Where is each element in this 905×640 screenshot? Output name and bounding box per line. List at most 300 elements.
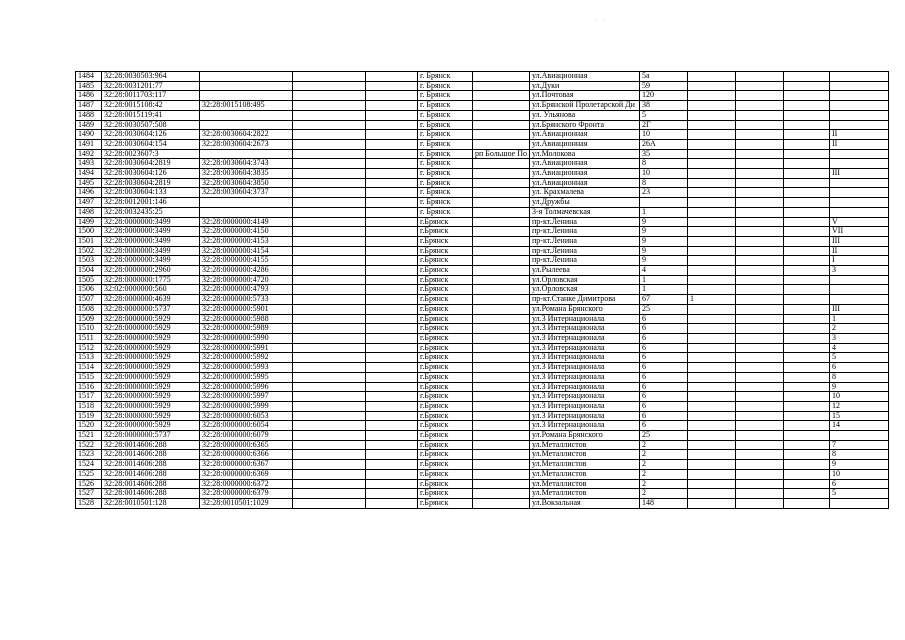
col-11-cell xyxy=(736,285,784,295)
building-cell xyxy=(688,72,736,82)
settlement-cell xyxy=(473,382,530,392)
house-number-cell: 9 xyxy=(640,227,688,237)
building-cell xyxy=(688,236,736,246)
street-cell: ул.Авиационная xyxy=(530,159,640,169)
row-number-cell: 1514 xyxy=(76,363,102,373)
object-cadastral-number-cell: 32:28:0015108:495 xyxy=(200,101,293,111)
table-row xyxy=(76,460,889,470)
object-cadastral-number-cell: 32:28:0000000:5990 xyxy=(200,333,293,343)
col-4-cell xyxy=(293,120,366,130)
row-number-cell: 1528 xyxy=(76,498,102,508)
cadastral-number-cell: 32:28:0000000:5929 xyxy=(102,343,200,353)
premises-cell: 12 xyxy=(830,401,889,411)
col-11-cell xyxy=(736,178,784,188)
table-row xyxy=(76,324,889,334)
col-5-cell xyxy=(366,178,418,188)
city-cell: г.Брянск xyxy=(418,401,473,411)
col-5-cell xyxy=(366,304,418,314)
col-11-cell xyxy=(736,256,784,266)
col-12-cell xyxy=(784,120,830,130)
col-11-cell xyxy=(736,314,784,324)
col-5-cell xyxy=(366,120,418,130)
col-12-cell xyxy=(784,392,830,402)
building-cell xyxy=(688,178,736,188)
table-row xyxy=(76,236,889,246)
object-cadastral-number-cell: 32:28:0000000:6053 xyxy=(200,411,293,421)
house-number-cell: 25 xyxy=(640,304,688,314)
col-11-cell xyxy=(736,120,784,130)
street-cell: ул.3 Интернационала xyxy=(530,363,640,373)
cadastral-number-cell: 32:28:0030604:133 xyxy=(102,188,200,198)
building-cell xyxy=(688,382,736,392)
table-row xyxy=(76,139,889,149)
col-4-cell xyxy=(293,207,366,217)
building-cell xyxy=(688,217,736,227)
col-11-cell xyxy=(736,498,784,508)
cadastral-number-cell: 32:28:0000000:5929 xyxy=(102,353,200,363)
street-cell: пр-кт.Ленина xyxy=(530,227,640,237)
house-number-cell: 6 xyxy=(640,382,688,392)
settlement-cell xyxy=(473,72,530,82)
object-cadastral-number-cell xyxy=(200,72,293,82)
col-12-cell xyxy=(784,130,830,140)
cadastral-number-cell: 32:28:0000000:5929 xyxy=(102,333,200,343)
building-cell xyxy=(688,343,736,353)
col-4-cell xyxy=(293,440,366,450)
row-number-cell: 1498 xyxy=(76,207,102,217)
house-number-cell: 10 xyxy=(640,130,688,140)
row-number-cell: 1511 xyxy=(76,333,102,343)
premises-cell: 6 xyxy=(830,479,889,489)
building-cell xyxy=(688,275,736,285)
house-number-cell: 8 xyxy=(640,159,688,169)
col-5-cell xyxy=(366,246,418,256)
col-11-cell xyxy=(736,198,784,208)
cadastral-number-cell: 32:28:0014606:288 xyxy=(102,469,200,479)
col-4-cell xyxy=(293,266,366,276)
row-number-cell: 1527 xyxy=(76,489,102,499)
building-cell xyxy=(688,91,736,101)
object-cadastral-number-cell: 32:28:0030604:3850 xyxy=(200,178,293,188)
object-cadastral-number-cell: 32:28:0000000:5992 xyxy=(200,353,293,363)
col-5-cell xyxy=(366,489,418,499)
settlement-cell xyxy=(473,207,530,217)
cadastral-number-cell: 32:28:0014606:288 xyxy=(102,450,200,460)
table-row xyxy=(76,363,889,373)
settlement-cell xyxy=(473,227,530,237)
row-number-cell: 1515 xyxy=(76,372,102,382)
city-cell: г. Брянск xyxy=(418,72,473,82)
row-number-cell: 1512 xyxy=(76,343,102,353)
premises-cell xyxy=(830,149,889,159)
col-5-cell xyxy=(366,372,418,382)
object-cadastral-number-cell: 32:28:0000000:6367 xyxy=(200,460,293,470)
col-12-cell xyxy=(784,101,830,111)
row-number-cell: 1496 xyxy=(76,188,102,198)
cadastral-number-cell: 32:28:0030604:126 xyxy=(102,169,200,179)
col-11-cell xyxy=(736,169,784,179)
object-cadastral-number-cell: 32:28:0000000:5993 xyxy=(200,363,293,373)
col-5-cell xyxy=(366,392,418,402)
row-number-cell: 1500 xyxy=(76,227,102,237)
col-12-cell xyxy=(784,91,830,101)
house-number-cell: 25 xyxy=(640,431,688,441)
object-cadastral-number-cell: 32:28:0010501:1029 xyxy=(200,498,293,508)
row-number-cell: 1520 xyxy=(76,421,102,431)
premises-cell xyxy=(830,431,889,441)
object-cadastral-number-cell: 32:28:0000000:6372 xyxy=(200,479,293,489)
settlement-cell xyxy=(473,266,530,276)
object-cadastral-number-cell: 32:28:0000000:6369 xyxy=(200,469,293,479)
col-11-cell xyxy=(736,217,784,227)
row-number-cell: 1513 xyxy=(76,353,102,363)
col-11-cell xyxy=(736,188,784,198)
col-11-cell xyxy=(736,236,784,246)
city-cell: г. Брянск xyxy=(418,101,473,111)
col-5-cell xyxy=(366,188,418,198)
col-4-cell xyxy=(293,91,366,101)
col-5-cell xyxy=(366,266,418,276)
col-12-cell xyxy=(784,353,830,363)
col-4-cell xyxy=(293,421,366,431)
house-number-cell xyxy=(640,198,688,208)
row-number-cell: 1487 xyxy=(76,101,102,111)
cadastral-number-cell: 32:28:0000000:2960 xyxy=(102,266,200,276)
row-number-cell: 1494 xyxy=(76,169,102,179)
col-5-cell xyxy=(366,450,418,460)
street-cell: ул.Авиационная xyxy=(530,130,640,140)
settlement-cell xyxy=(473,363,530,373)
col-12-cell xyxy=(784,489,830,499)
city-cell: г. Брянск xyxy=(418,81,473,91)
col-4-cell xyxy=(293,188,366,198)
col-4-cell xyxy=(293,81,366,91)
cadastral-number-cell: 32:28:0031201:77 xyxy=(102,81,200,91)
street-cell: ул.3 Интернационала xyxy=(530,372,640,382)
table-row xyxy=(76,489,889,499)
object-cadastral-number-cell: 32:28:0000000:4793 xyxy=(200,285,293,295)
col-5-cell xyxy=(366,411,418,421)
row-number-cell: 1505 xyxy=(76,275,102,285)
street-cell: 3-я Толмачевская xyxy=(530,207,640,217)
table-row xyxy=(76,343,889,353)
registry-body xyxy=(76,72,889,509)
col-12-cell xyxy=(784,382,830,392)
row-number-cell: 1516 xyxy=(76,382,102,392)
cadastral-number-cell: 32:28:0030604:2819 xyxy=(102,178,200,188)
city-cell: г. Брянск xyxy=(418,178,473,188)
col-5-cell xyxy=(366,353,418,363)
table-row xyxy=(76,159,889,169)
building-cell xyxy=(688,169,736,179)
col-4-cell xyxy=(293,372,366,382)
cadastral-number-cell: 32:28:0014606:288 xyxy=(102,460,200,470)
street-cell: пр-кт.Ленина xyxy=(530,236,640,246)
cadastral-number-cell: 32:28:0000000:5929 xyxy=(102,401,200,411)
premises-cell: 10 xyxy=(830,392,889,402)
city-cell: г.Брянск xyxy=(418,256,473,266)
city-cell: г.Брянск xyxy=(418,479,473,489)
page-mark: · · xyxy=(595,18,607,24)
settlement-cell xyxy=(473,440,530,450)
col-5-cell xyxy=(366,343,418,353)
street-cell: ул.3 Интернационала xyxy=(530,411,640,421)
street-cell: ул.3 Интернационала xyxy=(530,333,640,343)
col-12-cell xyxy=(784,266,830,276)
premises-cell xyxy=(830,81,889,91)
city-cell: г. Брянск xyxy=(418,91,473,101)
col-11-cell xyxy=(736,159,784,169)
col-12-cell xyxy=(784,304,830,314)
col-11-cell xyxy=(736,227,784,237)
col-4-cell xyxy=(293,460,366,470)
city-cell: г. Брянск xyxy=(418,188,473,198)
row-number-cell: 1485 xyxy=(76,81,102,91)
object-cadastral-number-cell xyxy=(200,207,293,217)
col-5-cell xyxy=(366,401,418,411)
city-cell: г.Брянск xyxy=(418,304,473,314)
building-cell xyxy=(688,431,736,441)
cadastral-number-cell: 32:28:0010501:128 xyxy=(102,498,200,508)
house-number-cell: 120 xyxy=(640,91,688,101)
premises-cell: 3 xyxy=(830,266,889,276)
house-number-cell: 9 xyxy=(640,236,688,246)
city-cell: г.Брянск xyxy=(418,324,473,334)
col-12-cell xyxy=(784,236,830,246)
col-4-cell xyxy=(293,343,366,353)
col-4-cell xyxy=(293,295,366,305)
table-row xyxy=(76,411,889,421)
col-12-cell xyxy=(784,149,830,159)
house-number-cell: 6 xyxy=(640,421,688,431)
row-number-cell: 1508 xyxy=(76,304,102,314)
object-cadastral-number-cell: 32:28:0000000:4154 xyxy=(200,246,293,256)
col-5-cell xyxy=(366,110,418,120)
building-cell xyxy=(688,266,736,276)
col-12-cell xyxy=(784,227,830,237)
street-cell: ул.Молокова xyxy=(530,149,640,159)
premises-cell xyxy=(830,178,889,188)
object-cadastral-number-cell: 32:28:0030604:3835 xyxy=(200,169,293,179)
building-cell xyxy=(688,372,736,382)
row-number-cell: 1493 xyxy=(76,159,102,169)
settlement-cell: рп Большое По xyxy=(473,149,530,159)
city-cell: г. Брянск xyxy=(418,159,473,169)
table-row xyxy=(76,392,889,402)
building-cell xyxy=(688,139,736,149)
col-4-cell xyxy=(293,130,366,140)
col-5-cell xyxy=(366,479,418,489)
cadastral-number-cell: 32:28:0012001:146 xyxy=(102,198,200,208)
settlement-cell xyxy=(473,236,530,246)
col-11-cell xyxy=(736,392,784,402)
cadastral-number-cell: 32:28:0000000:3499 xyxy=(102,236,200,246)
building-cell xyxy=(688,469,736,479)
col-5-cell xyxy=(366,431,418,441)
cadastral-number-cell: 32:28:0000000:5929 xyxy=(102,411,200,421)
col-12-cell xyxy=(784,450,830,460)
street-cell: ул.Металлистов xyxy=(530,469,640,479)
col-5-cell xyxy=(366,72,418,82)
cadastral-number-cell: 32:28:0030507:508 xyxy=(102,120,200,130)
house-number-cell: 2 xyxy=(640,450,688,460)
city-cell: г.Брянск xyxy=(418,411,473,421)
settlement-cell xyxy=(473,130,530,140)
col-4-cell xyxy=(293,169,366,179)
col-11-cell xyxy=(736,275,784,285)
col-12-cell xyxy=(784,498,830,508)
col-11-cell xyxy=(736,372,784,382)
house-number-cell: 2 xyxy=(640,479,688,489)
col-5-cell xyxy=(366,81,418,91)
house-number-cell: 6 xyxy=(640,333,688,343)
building-cell xyxy=(688,460,736,470)
col-11-cell xyxy=(736,469,784,479)
table-row xyxy=(76,421,889,431)
premises-cell xyxy=(830,198,889,208)
building-cell xyxy=(688,207,736,217)
premises-cell: 5 xyxy=(830,353,889,363)
col-11-cell xyxy=(736,411,784,421)
street-cell: ул.Вокзальная xyxy=(530,498,640,508)
house-number-cell: 6 xyxy=(640,343,688,353)
premises-cell: 3 xyxy=(830,333,889,343)
cadastral-number-cell: 32:28:0014606:288 xyxy=(102,489,200,499)
row-number-cell: 1491 xyxy=(76,139,102,149)
col-11-cell xyxy=(736,343,784,353)
premises-cell: 15 xyxy=(830,411,889,421)
city-cell: г.Брянск xyxy=(418,266,473,276)
table-row xyxy=(76,314,889,324)
col-11-cell xyxy=(736,363,784,373)
row-number-cell: 1522 xyxy=(76,440,102,450)
col-4-cell xyxy=(293,159,366,169)
street-cell: ул.Авиационная xyxy=(530,169,640,179)
col-5-cell xyxy=(366,139,418,149)
object-cadastral-number-cell: 32:28:0000000:5997 xyxy=(200,392,293,402)
building-cell xyxy=(688,246,736,256)
object-cadastral-number-cell: 32:28:0000000:6379 xyxy=(200,489,293,499)
col-4-cell xyxy=(293,101,366,111)
cadastral-number-cell: 32:28:0000000:5929 xyxy=(102,324,200,334)
settlement-cell xyxy=(473,401,530,411)
premises-cell: 9 xyxy=(830,460,889,470)
cadastral-number-cell: 32:28:0000000:4639 xyxy=(102,295,200,305)
house-number-cell: 2 xyxy=(640,440,688,450)
house-number-cell: 1 xyxy=(640,207,688,217)
col-4-cell xyxy=(293,489,366,499)
table-row xyxy=(76,120,889,130)
cadastral-number-cell: 32:28:0000000:5737 xyxy=(102,431,200,441)
street-cell: ул.Авиационная xyxy=(530,178,640,188)
col-11-cell xyxy=(736,401,784,411)
building-cell xyxy=(688,285,736,295)
house-number-cell: 6 xyxy=(640,372,688,382)
col-5-cell xyxy=(366,363,418,373)
house-number-cell: 38 xyxy=(640,101,688,111)
house-number-cell: 59 xyxy=(640,81,688,91)
object-cadastral-number-cell xyxy=(200,81,293,91)
cadastral-number-cell: 32:28:0015108:42 xyxy=(102,101,200,111)
settlement-cell xyxy=(473,343,530,353)
registry-sheet xyxy=(75,71,889,509)
settlement-cell xyxy=(473,139,530,149)
building-cell xyxy=(688,130,736,140)
premises-cell xyxy=(830,91,889,101)
col-5-cell xyxy=(366,227,418,237)
row-number-cell: 1492 xyxy=(76,149,102,159)
row-number-cell: 1501 xyxy=(76,236,102,246)
col-12-cell xyxy=(784,256,830,266)
building-cell xyxy=(688,498,736,508)
col-4-cell xyxy=(293,72,366,82)
table-row xyxy=(76,207,889,217)
table-row xyxy=(76,333,889,343)
row-number-cell: 1506 xyxy=(76,285,102,295)
row-number-cell: 1495 xyxy=(76,178,102,188)
house-number-cell: 9 xyxy=(640,246,688,256)
cadastral-number-cell: 32:28:0030503:964 xyxy=(102,72,200,82)
col-11-cell xyxy=(736,333,784,343)
cadastral-number-cell: 32:28:0000000:5929 xyxy=(102,372,200,382)
premises-cell xyxy=(830,275,889,285)
street-cell: ул.Орловская xyxy=(530,285,640,295)
object-cadastral-number-cell xyxy=(200,91,293,101)
house-number-cell: 5а xyxy=(640,72,688,82)
street-cell: ул.Брянского Фронта xyxy=(530,120,640,130)
table-row xyxy=(76,431,889,441)
cadastral-number-cell: 32:28:0023607:3 xyxy=(102,149,200,159)
house-number-cell: 2Г xyxy=(640,120,688,130)
settlement-cell xyxy=(473,81,530,91)
city-cell: г. Брянск xyxy=(418,149,473,159)
house-number-cell: 26А xyxy=(640,139,688,149)
cadastral-number-cell: 32:28:0014606:288 xyxy=(102,440,200,450)
cadastral-number-cell: 32:28:0011703:117 xyxy=(102,91,200,101)
object-cadastral-number-cell: 32:28:0000000:5999 xyxy=(200,401,293,411)
row-number-cell: 1499 xyxy=(76,217,102,227)
settlement-cell xyxy=(473,324,530,334)
cadastral-number-cell: 32:28:0030604:2819 xyxy=(102,159,200,169)
street-cell: ул.Романа Брянского xyxy=(530,304,640,314)
premises-cell: V xyxy=(830,217,889,227)
col-12-cell xyxy=(784,217,830,227)
col-11-cell xyxy=(736,421,784,431)
col-12-cell xyxy=(784,479,830,489)
col-12-cell xyxy=(784,81,830,91)
table-row xyxy=(76,266,889,276)
premises-cell xyxy=(830,72,889,82)
settlement-cell xyxy=(473,431,530,441)
cadastral-number-cell: 32:28:0000000:5929 xyxy=(102,392,200,402)
settlement-cell xyxy=(473,285,530,295)
city-cell: г.Брянск xyxy=(418,333,473,343)
settlement-cell xyxy=(473,120,530,130)
col-11-cell xyxy=(736,101,784,111)
cadastral-number-cell: 32:28:0000000:3499 xyxy=(102,246,200,256)
cadastral-number-cell: 32:28:0030604:154 xyxy=(102,139,200,149)
house-number-cell: 6 xyxy=(640,411,688,421)
settlement-cell xyxy=(473,217,530,227)
street-cell: ул.Рылеева xyxy=(530,266,640,276)
col-11-cell xyxy=(736,91,784,101)
col-4-cell xyxy=(293,469,366,479)
row-number-cell: 1526 xyxy=(76,479,102,489)
house-number-cell: 2 xyxy=(640,489,688,499)
col-4-cell xyxy=(293,178,366,188)
cadastral-number-cell: 32:28:0000000:5929 xyxy=(102,314,200,324)
premises-cell: 9 xyxy=(830,382,889,392)
